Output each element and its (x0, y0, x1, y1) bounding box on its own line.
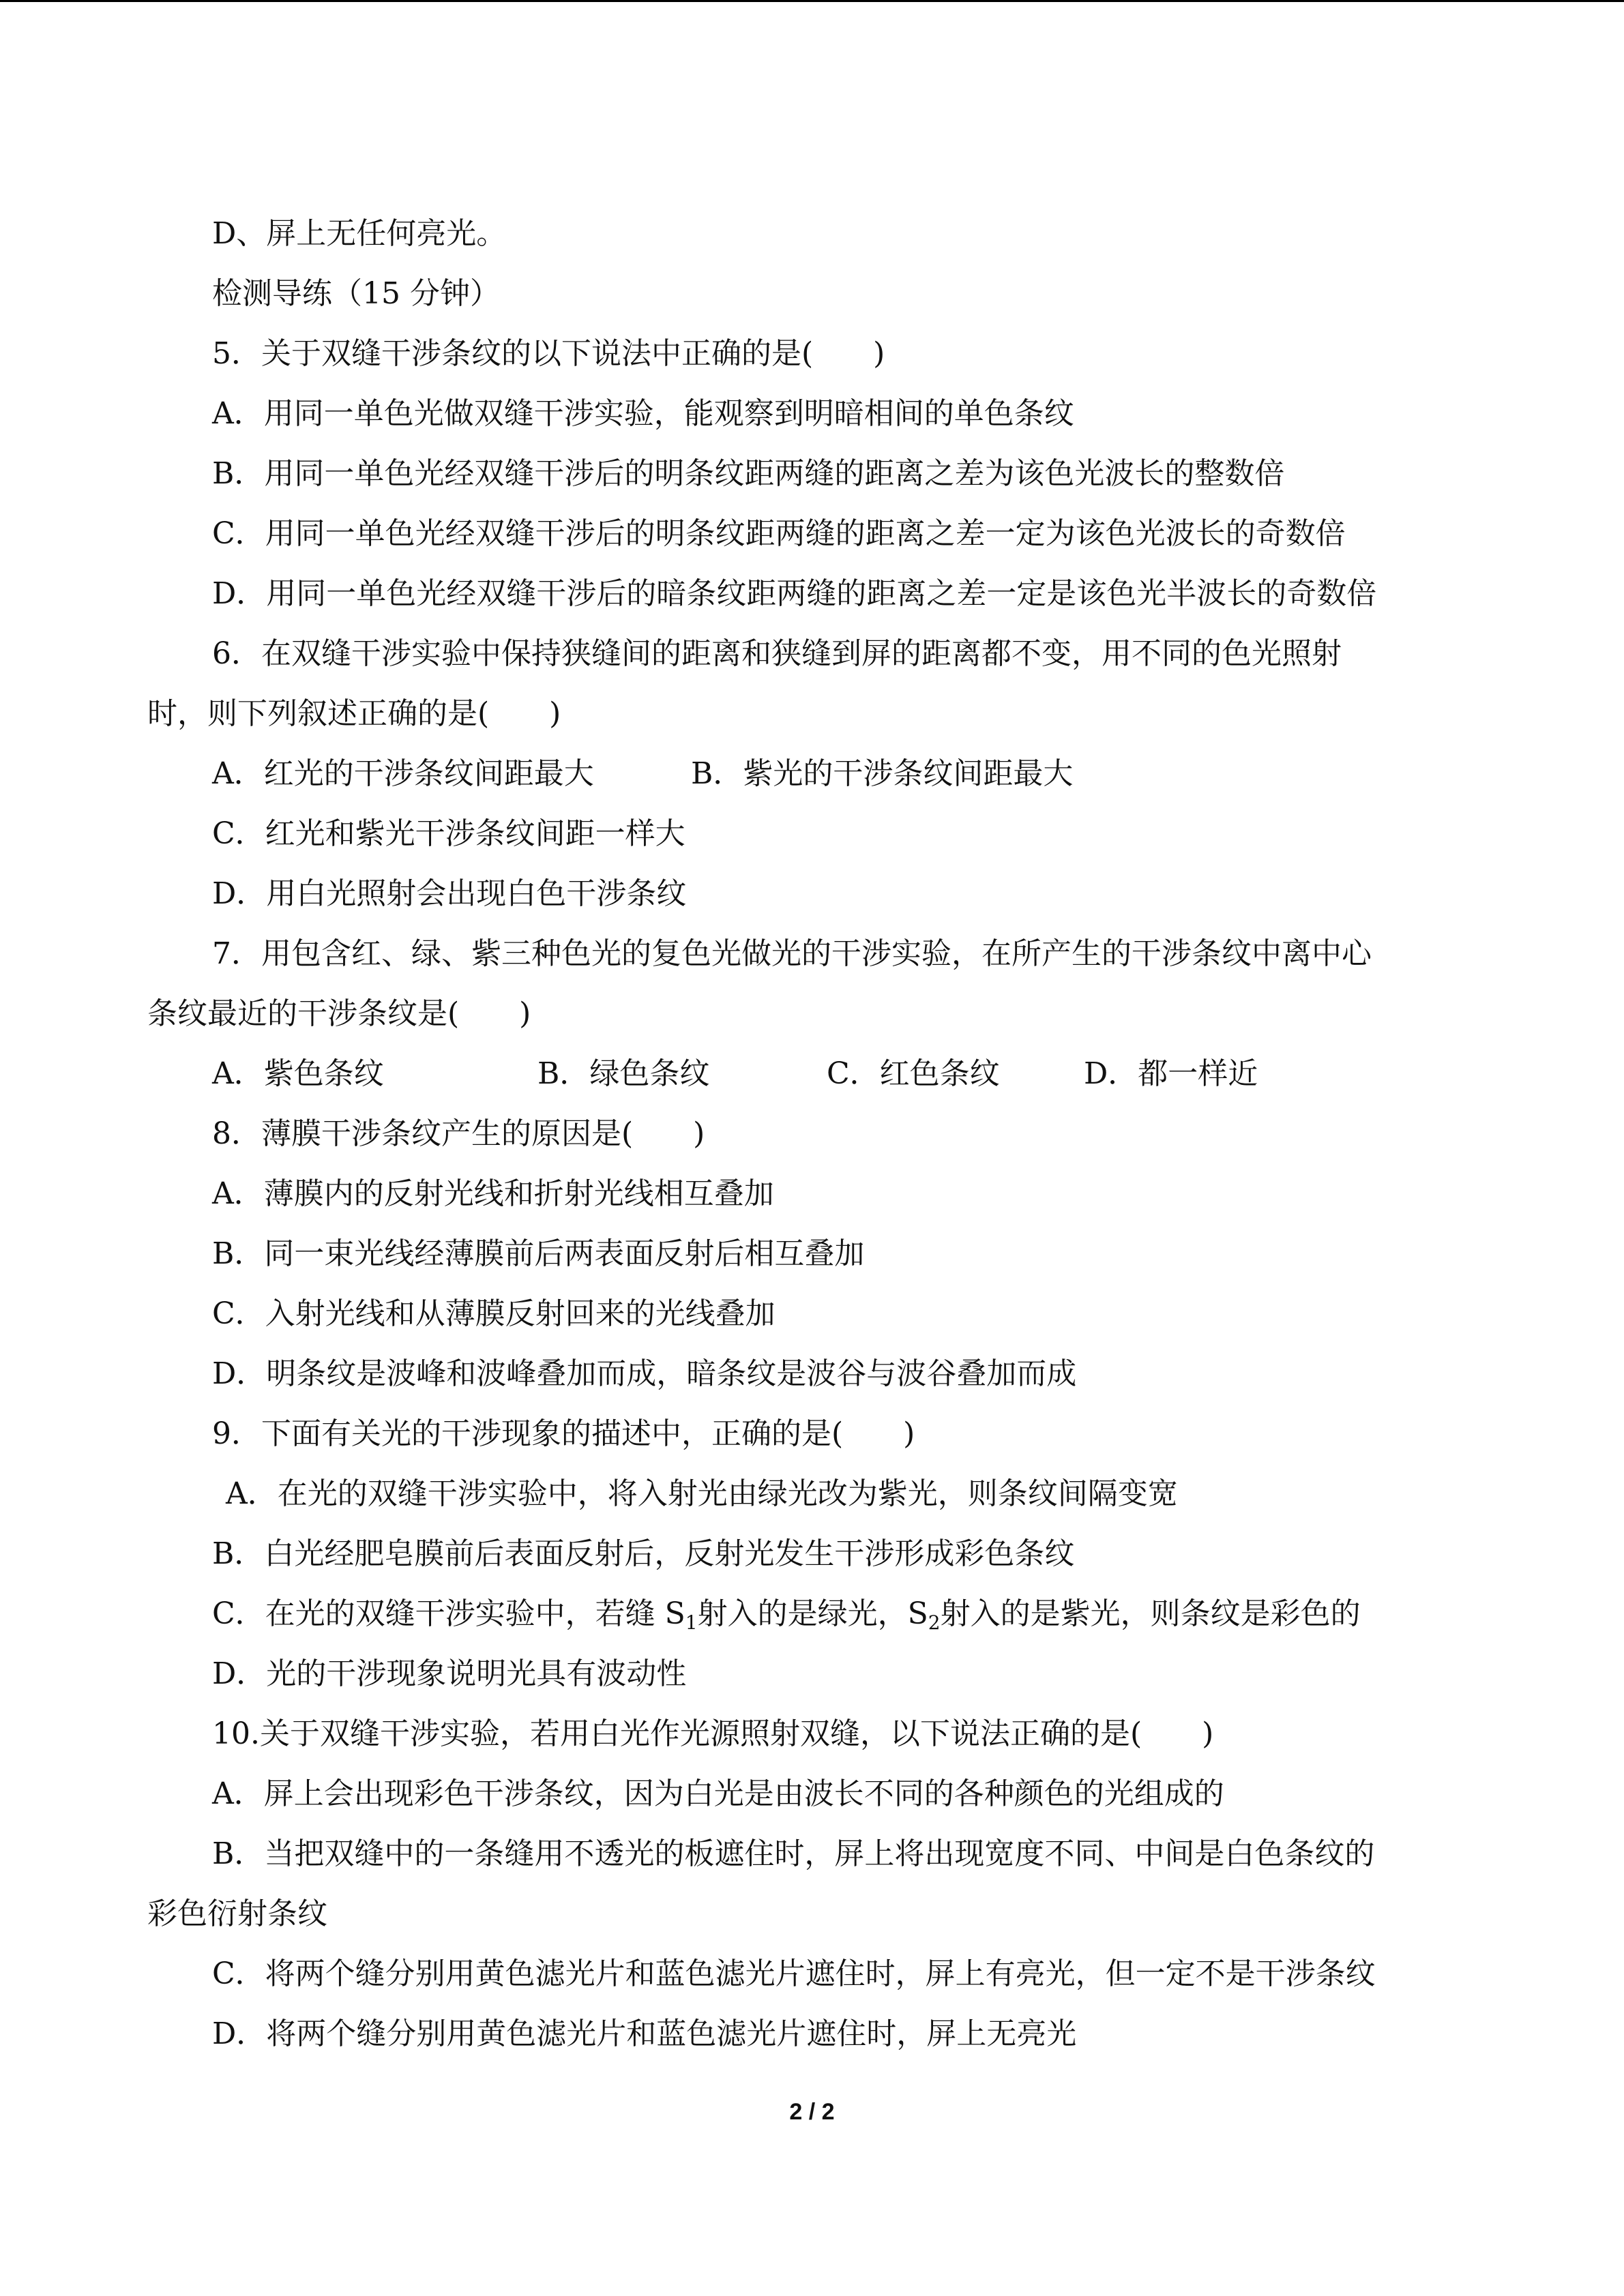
question-6-option-c: C．红光和紫光干涉条纹间距一样大 (212, 816, 685, 851)
question-5-option-b: B．用同一单色光经双缝干涉后的明条纹距两缝的距离之差为该色光波长的整数倍 (212, 456, 1285, 491)
question-8-stem: 8．薄膜干涉条纹产生的原因是( ) (212, 1116, 705, 1151)
question-5-option-d: D．用同一单色光经双缝干涉后的暗条纹距两缝的距离之差一定是该色光半波长的奇数倍 (212, 576, 1377, 611)
question-5-stem: 5．关于双缝干涉条纹的以下说法中正确的是( ) (212, 336, 885, 371)
question-7-options-row (212, 1054, 1372, 1094)
question-7-option-c: C．红色条纹 (827, 1056, 1000, 1091)
question-10-option-c: C．将两个缝分别用黄色滤光片和蓝色滤光片遮住时，屏上有亮光，但一定不是干涉条纹 (212, 1956, 1376, 1991)
question-8-option-d: D．明条纹是波峰和波峰叠加而成，暗条纹是波谷与波谷叠加而成 (212, 1356, 1077, 1391)
question-9-option-c (212, 1594, 1361, 1635)
question-10-option-a: A．屏上会出现彩色干涉条纹，因为白光是由波长不同的各种颜色的光组成的 (212, 1776, 1224, 1811)
question-7-stem-line-1: 7．用包含红、绿、紫三种色光的复色光做光的干涉实验，在所产生的干涉条纹中离中心 (212, 936, 1372, 971)
question-9-option-d: D．光的干涉现象说明光具有波动性 (212, 1656, 687, 1691)
question-8-option-b: B．同一束光线经薄膜前后两表面反射后相互叠加 (212, 1236, 865, 1271)
question-4-option-d: D、屏上无任何亮光。 (212, 216, 507, 251)
question-8-option-a: A．薄膜内的反射光线和折射光线相互叠加 (212, 1176, 774, 1211)
question-9-option-a: A．在光的双缝干涉实验中，将入射光由绿光改为紫光，则条纹间隔变宽 (226, 1476, 1178, 1511)
question-6-options-row-1 (212, 754, 1372, 794)
question-6-option-b: B．紫光的干涉条纹间距最大 (691, 756, 1074, 791)
question-7-stem-line-2: 条纹最近的干涉条纹是( ) (147, 996, 531, 1031)
question-9-option-c-part-3: 射入的是紫光，则条纹是彩色的 (940, 1596, 1361, 1631)
question-6-option-d: D．用白光照射会出现白色干涉条纹 (212, 876, 687, 911)
subscript-1: 1 (685, 1611, 698, 1634)
question-9-option-c-part-1: C．在光的双缝干涉实验中，若缝 S (212, 1596, 685, 1631)
section-heading-practice: 检测导练（15 分钟） (212, 276, 500, 311)
question-6-stem-line-1: 6．在双缝干涉实验中保持狭缝间的距离和狭缝到屏的距离都不变，用不同的色光照射 (212, 636, 1342, 671)
question-10-option-b-line-2: 彩色衍射条纹 (147, 1896, 327, 1931)
page-number: 2 / 2 (789, 2099, 835, 2125)
question-10-option-d: D．将两个缝分别用黄色滤光片和蓝色滤光片遮住时，屏上无亮光 (212, 2016, 1077, 2051)
question-8-option-c: C．入射光线和从薄膜反射回来的光线叠加 (212, 1296, 776, 1331)
question-6-stem-line-2: 时，则下列叙述正确的是( ) (147, 696, 561, 731)
page-top-border (0, 0, 1624, 2)
subscript-2: 2 (928, 1611, 941, 1634)
question-5-option-a: A．用同一单色光做双缝干涉实验，能观察到明暗相间的单色条纹 (212, 396, 1074, 431)
question-10-stem: 10.关于双缝干涉实验，若用白光作光源照射双缝，以下说法正确的是( ) (212, 1716, 1214, 1751)
question-9-stem: 9．下面有关光的干涉现象的描述中，正确的是( ) (212, 1416, 915, 1451)
question-6-option-a: A．红光的干涉条纹间距最大 (212, 756, 594, 791)
question-9-option-c-part-2: 射入的是绿光，S (697, 1596, 928, 1631)
question-7-option-a: A．紫色条纹 (212, 1056, 384, 1091)
question-7-option-b: B．绿色条纹 (537, 1056, 710, 1091)
question-7-option-d: D．都一样近 (1084, 1056, 1258, 1091)
question-5-option-c: C．用同一单色光经双缝干涉后的明条纹距两缝的距离之差一定为该色光波长的奇数倍 (212, 516, 1346, 551)
question-9-option-b: B．白光经肥皂膜前后表面反射后，反射光发生干涉形成彩色条纹 (212, 1536, 1075, 1571)
question-10-option-b-line-1: B．当把双缝中的一条缝用不透光的板遮住时，屏上将出现宽度不同、中间是白色条纹的 (212, 1836, 1375, 1871)
